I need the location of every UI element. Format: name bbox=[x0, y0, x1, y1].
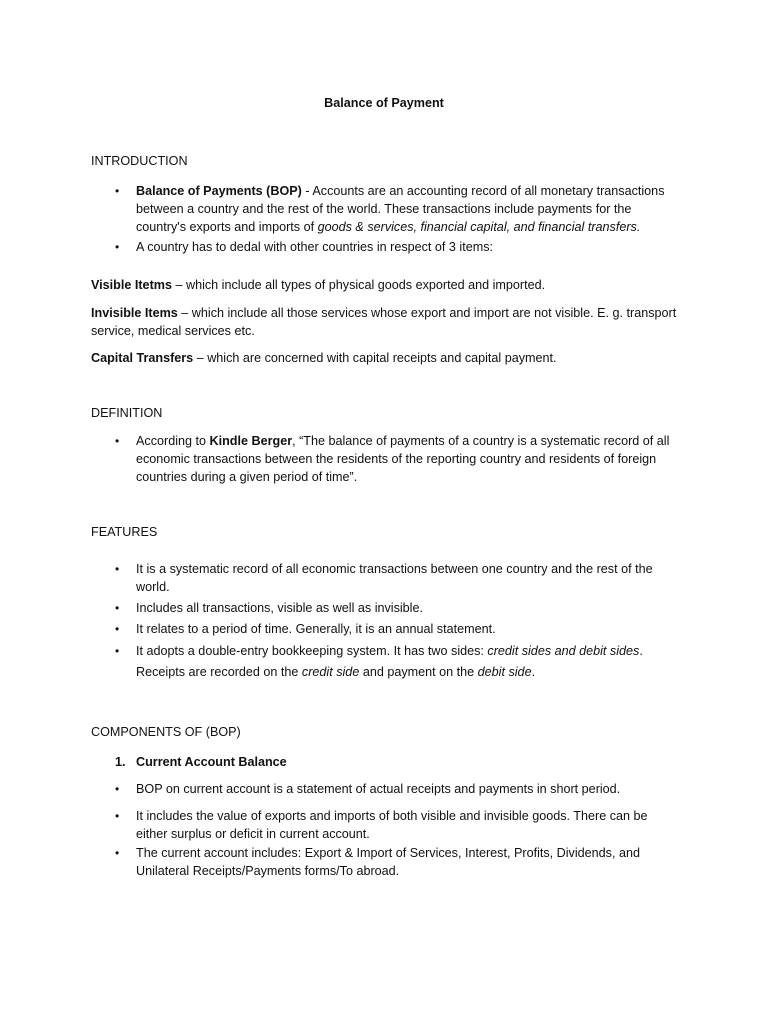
invisible-items-text: – which include all those services whose export and import are not visible. E. g. transport service, medical services etc. bbox=[91, 306, 677, 338]
capital-transfers-term: Capital Transfers bbox=[91, 351, 194, 365]
section-number: 1. bbox=[115, 755, 126, 769]
bullet-icon: • bbox=[115, 644, 120, 658]
feature-bullet-3 bbox=[91, 620, 678, 638]
feature-bullet-4-text-a: It adopts a double-entry bookkeeping system. It has two sides: bbox=[136, 644, 488, 658]
bop-text: - Accounts are an accounting record of all monetary transactions between a country and the rest of the world. These transactions include payments for the country's exports and imports of bbox=[136, 184, 665, 234]
items-bullet-text: A country has to dedal with other countries in respect of 3 items: bbox=[136, 240, 494, 254]
invisible-items-paragraph bbox=[91, 304, 678, 340]
bullet-icon: • bbox=[115, 562, 120, 576]
component-bullet-2-text: It includes the value of exports and imports of both visible and invisible goods. There can be either surplus or deficit in current account. bbox=[136, 809, 648, 841]
kindle-berger-term: Kindle Berger bbox=[209, 434, 293, 448]
capital-transfers-paragraph bbox=[91, 349, 678, 367]
feature-bullet-4-text-b: . Receipts are recorded on the bbox=[136, 644, 643, 679]
invisible-items-term: Invisible Items bbox=[91, 306, 178, 320]
component-bullet-3 bbox=[91, 844, 678, 880]
document-title: Balance of Payment bbox=[324, 96, 444, 110]
features-bullets bbox=[91, 560, 678, 683]
bop-bullet bbox=[91, 182, 678, 236]
bullet-icon: • bbox=[115, 601, 120, 615]
capital-transfers-text: – which are concerned with capital receipts and capital payment. bbox=[193, 351, 557, 365]
component-bullet-1-text: BOP on current account is a statement of actual receipts and payments in short period. bbox=[136, 782, 621, 796]
component-bullet-1 bbox=[91, 780, 678, 798]
items-bullet bbox=[91, 238, 678, 256]
feature-bullet-4-italic-c: debit side bbox=[477, 665, 532, 679]
definition-pre: According to bbox=[136, 434, 210, 448]
bullet-icon: • bbox=[115, 782, 120, 796]
current-account-title: Current Account Balance bbox=[136, 755, 287, 769]
definition-bullet bbox=[91, 432, 678, 486]
feature-bullet-4-text-c: and payment on the bbox=[359, 665, 478, 679]
bullet-icon: • bbox=[115, 240, 120, 254]
introduction-heading: INTRODUCTION bbox=[91, 154, 188, 168]
definition-text: , “The balance of payments of a country is a systematic record of all economic transactions between the residents of the reporting country and residents of foreign countries during a given period of time”. bbox=[136, 434, 670, 484]
feature-bullet-2-text: Includes all transactions, visible as well as invisible. bbox=[136, 601, 423, 615]
bullet-icon: • bbox=[115, 809, 120, 823]
feature-bullet-4-text-d: . bbox=[531, 665, 536, 679]
component-bullet-2 bbox=[91, 807, 678, 843]
bullet-icon: • bbox=[115, 846, 120, 860]
feature-bullet-4-italic-a: credit sides and debit sides bbox=[487, 644, 640, 658]
feature-bullet-4 bbox=[91, 641, 678, 683]
feature-bullet-4-italic-b: credit side bbox=[301, 665, 360, 679]
bop-italic: goods & services, financial capital, and financial transfers. bbox=[317, 220, 641, 234]
bullet-icon: • bbox=[115, 184, 120, 198]
features-heading: FEATURES bbox=[91, 525, 158, 539]
visible-items-term: Visible Itetms bbox=[91, 278, 172, 292]
bop-term: Balance of Payments (BOP) bbox=[136, 184, 302, 198]
components-heading: COMPONENTS OF (BOP) bbox=[91, 725, 241, 739]
component-bullet-3-text: The current account includes: Export & Import of Services, Interest, Profits, Dividends, and Unilateral Receipts/Payments forms/To abroad. bbox=[136, 846, 640, 878]
feature-bullet-3-text: It relates to a period of time. Generally, it is an annual statement. bbox=[136, 622, 496, 636]
components-bullets bbox=[91, 780, 678, 880]
bullet-icon: • bbox=[115, 622, 120, 636]
visible-items-text: – which include all types of physical goods exported and imported. bbox=[171, 278, 546, 292]
feature-bullet-1-text: It is a systematic record of all economic transactions between one country and the rest of the world. bbox=[136, 562, 653, 594]
introduction-bullets bbox=[91, 182, 678, 256]
bullet-icon: • bbox=[115, 434, 120, 448]
definition-bullets bbox=[91, 432, 678, 486]
visible-items-paragraph bbox=[91, 276, 678, 294]
definition-heading: DEFINITION bbox=[91, 406, 163, 420]
feature-bullet-2 bbox=[91, 599, 678, 617]
feature-bullet-1 bbox=[91, 560, 678, 596]
